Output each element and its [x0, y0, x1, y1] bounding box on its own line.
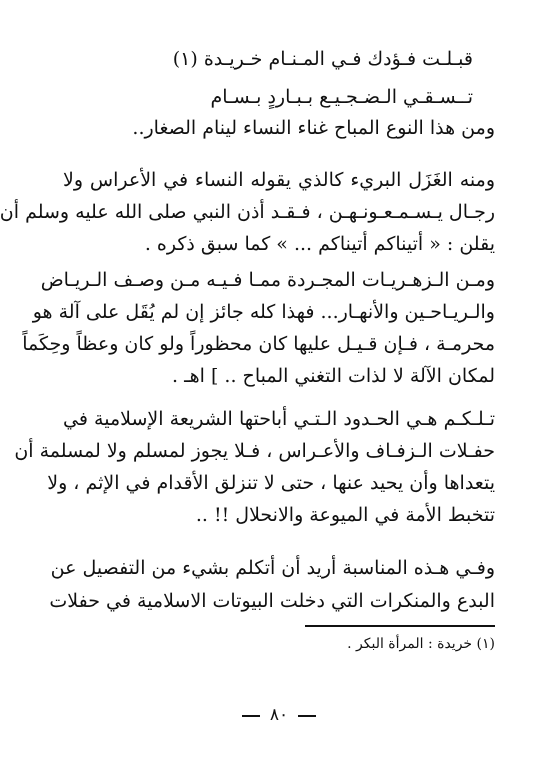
paragraph-3-line-3: محرمـة ، فـإن قـيـل عليها كان محظوراً ولو كان وعظاً وحِكَماً	[22, 333, 495, 355]
paragraph-5-line-1: وفـي هـذه المناسبة أريد أن أتكلم بشيء من التفصيل عن	[50, 557, 495, 579]
paragraph-2-line-3: يقلن : « أتيناكم أتيناكم ... » كما سبق ذكره .	[144, 233, 495, 255]
verse-line-2: تــسـقـي الـضـجـيـع بـبـاردٍ بـسـام	[210, 86, 473, 108]
footnote: (١) خريدة : المرأة البكر .	[347, 636, 495, 652]
paragraph-4-line-4: تتخبط الأمة في الميوعة والانحلال !! ..	[195, 504, 495, 526]
paragraph-4-line-1: تـلـكـم هـي الحـدود الـتـي أباحتها الشريعة الإسلامية في	[63, 408, 495, 430]
paragraph-4-line-3: يتعداها وأن يحيد عنها ، حتى لا تنزلق الأقدام في الإثم ، ولا	[47, 472, 495, 494]
page-number-container	[15, 703, 543, 727]
verse-line-1: قبـلـت فـؤدك فـي المـنـام خـريـدة (١)	[172, 48, 473, 70]
paragraph-4-line-2: حفـلات الـزفـاف والأعـراس ، فـلا يجوز لمسلم ولا لمسلمة أن	[14, 440, 495, 462]
paragraph-1-line-1: ومن هذا النوع المباح غناء النساء لينام الصغار..	[132, 117, 495, 139]
paragraph-2-line-1: ومنه الغَزَل البريء كالذي يقوله النساء في الأعراس ولا	[63, 169, 495, 191]
paragraph-3-line-2: والـريـاحـين والأنهـار... فهذا كله جائز إن لم يُقَل على آلة هو	[32, 301, 495, 323]
paragraph-3-line-1: ومـن الـزهـريـات المجـردة ممـا فـيـه مـن وصـف الـريـاض	[40, 269, 495, 291]
paragraph-5-line-2: البدع والمنكرات التي دخلت البيوتات الاسلامية في حفلات	[49, 590, 495, 612]
page-number-dash-right	[298, 715, 316, 717]
paragraph-2-line-2: رجـال يـسـمـعـونـهـن ، فـقـد أذن النبي صلى الله عليه وسلم أن	[0, 201, 495, 223]
paragraph-3-line-4: لمكان الآلة لا لذات التغني المباح .. ] اهـ .	[172, 365, 495, 387]
page-number: ٨٠	[269, 705, 289, 725]
footnote-separator	[305, 625, 495, 627]
page-number-dash-left	[242, 715, 260, 717]
